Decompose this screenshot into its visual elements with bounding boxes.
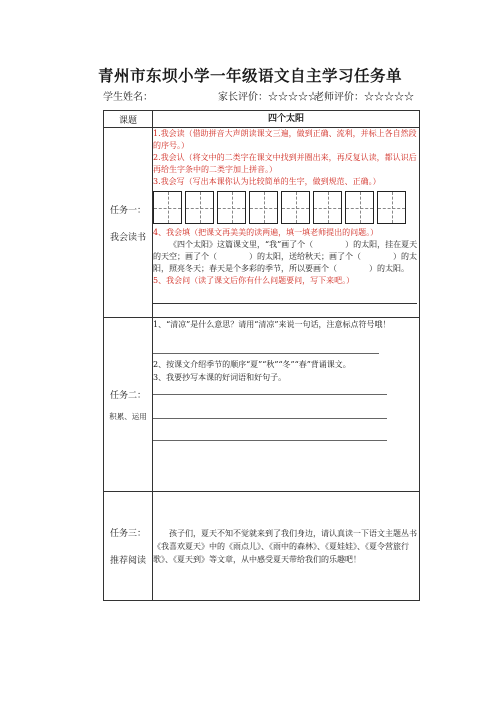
task1-item-fill: 4、我会填（把课文再美美的读两遍，填一填老师提出的问题。） <box>153 228 379 237</box>
task2-question-1: 1、“清凉”是什么意思？请用“清凉”来说一句话，注意标点符号哦！ <box>153 320 391 329</box>
task1-row <box>104 128 420 318</box>
student-name-label: 学生姓名： <box>103 92 153 103</box>
answer-line[interactable] <box>153 394 387 395</box>
writing-box[interactable] <box>345 191 374 224</box>
answer-line[interactable] <box>153 440 387 441</box>
writing-grid <box>153 191 419 224</box>
answer-line[interactable] <box>153 418 387 419</box>
task3-sublabel: 推荐阅读 <box>109 556 146 566</box>
task3-row <box>104 492 420 601</box>
page-title: 青州市东坝小学一年级语文自主学习任务单 <box>97 66 402 85</box>
answer-line[interactable] <box>153 303 417 304</box>
writing-box[interactable] <box>249 191 278 224</box>
task1-item-ask: 5、我会问（读了课文后你有什么问题要问，写下来吧。） <box>153 276 355 285</box>
writing-box[interactable] <box>153 191 182 224</box>
task3-reading-text: 孩子们，夏天不知不觉就来到了我们身边，请认真读一下语文主题丛书《我喜欢夏天》中的《雨点儿》、《雨中的森林》、《夏娃娃》、《夏令营旅行歌》、《夏天到》等文章，从中感受夏天带给我们的乐趣吧！ <box>153 528 417 564</box>
task-table <box>103 110 420 601</box>
task2-question-2: 2、按课文介绍季节的顺序“夏”“秋”“冬”“春”背诵课文。 <box>153 360 351 369</box>
writing-box[interactable] <box>217 191 246 224</box>
writing-box[interactable] <box>185 191 214 224</box>
task2-question-3: 3、我要抄写本课的好词语和好句子。 <box>153 373 287 382</box>
task1-item-recognize: 2.我会认（将文中的二类字在课文中找到并圈出来，再反复认读，都认识后再给生字条中的二类字加上拼音。） <box>153 153 417 174</box>
task2-content <box>153 318 420 492</box>
task2-label-cell <box>104 318 153 492</box>
parent-evaluation-label: 家长评价：☆☆☆☆☆ <box>218 92 318 103</box>
writing-box[interactable] <box>281 191 310 224</box>
topic-label: 课题 <box>104 111 153 128</box>
answer-line[interactable] <box>153 353 379 354</box>
task3-label: 任务三： <box>109 529 146 539</box>
topic-value: 四个太阳 <box>153 111 420 128</box>
task2-row <box>104 318 420 492</box>
task1-content <box>153 128 420 318</box>
writing-box[interactable] <box>377 191 406 224</box>
task1-fill-paragraph: 《四个太阳》这篇课文里，“我”画了个（ ）的太阳，挂在夏天的天空；画了个（ ）的太阳，送给秋天；画了个（ ）的太阳，照亮冬天；春天是个多彩的季节，所以要画个（ ）的太阳。 <box>153 240 418 273</box>
task1-label-cell <box>104 128 153 318</box>
teacher-evaluation-label: 老师评价：☆☆☆☆☆ <box>314 92 414 103</box>
task3-label-cell <box>104 492 153 601</box>
topic-row <box>104 111 420 128</box>
task1-item-read: 1.我会读（借助拼音大声朗读课文三遍，做到正确、流利，并标上各自然段的序号。） <box>153 129 417 150</box>
task1-sublabel: 我会读书 <box>109 232 146 243</box>
task2-sublabel: 积累、运用 <box>109 411 147 421</box>
writing-box[interactable] <box>313 191 342 224</box>
task1-label: 任务一： <box>109 205 146 216</box>
task3-content <box>153 492 420 601</box>
task1-item-write: 3.我会写（写出本课你认为比较简单的生字，做到规范、正确。） <box>153 177 381 186</box>
task2-label: 任务二： <box>109 390 146 401</box>
